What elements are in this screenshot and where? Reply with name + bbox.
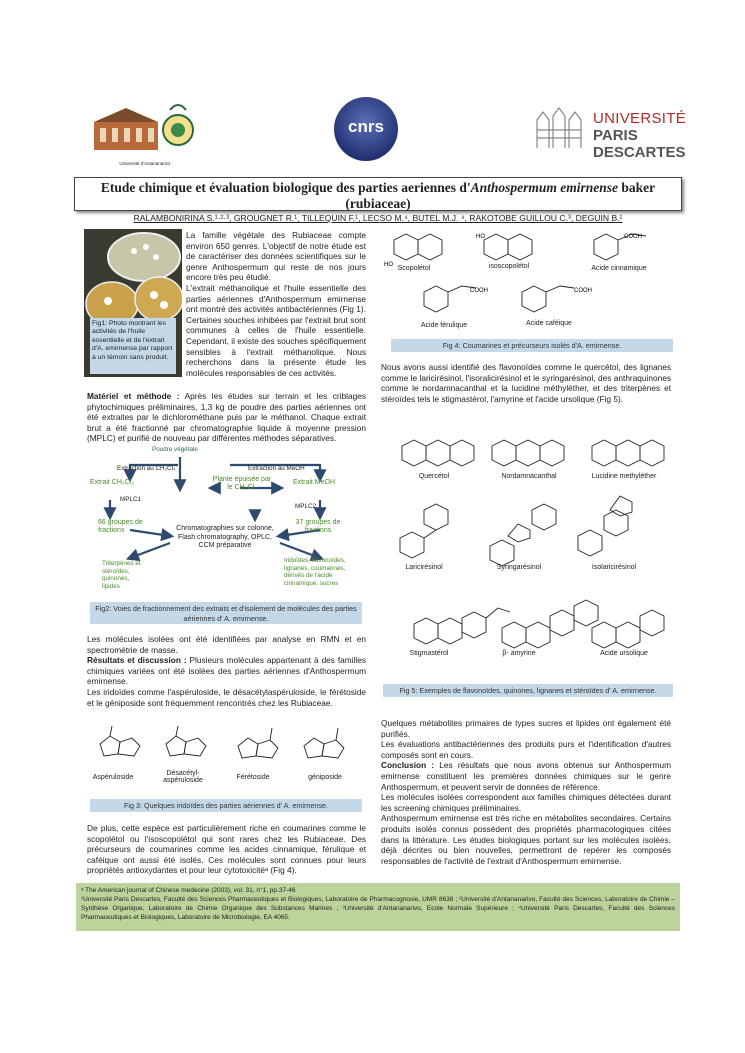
affiliations: ¹Université Paris Descartes, Faculté des Sciences Pharmaceutiques et Biologiques, Laboratoire de Pharmacognosie, UMR 8638 ; ²Université d'Antananarivo, Faculté des Sciences, Laboratoire de Chimie – Synthèse Organique, Laboratoire de Chimie Organique des Substances Marines ; ³Université d'Antananarivo, Ecole Normale Supérieure ; ⁴Université Paris Descartes, Faculté des Sciences Pharmaceutiques et Biologiques, Laboratoire de Microbiologie, EA 4065. bbox=[81, 896, 675, 921]
extrait-meoh: Extrait MeOH bbox=[293, 479, 336, 486]
coumarins-text: De plus, cette espèce est particulièrement riche en coumarines comme le scopolétol ou l'isoscopolétol qui sont rares chez les Rubiaceae. Des précurseurs de coumarines comme les acides cinnamique, férulique et caféique ont aussi été isolés. Ces molécules sont connues pour leurs propriétés antioxydantes et pour leur cytotoxicitéᵃ (Fig 4). bbox=[87, 823, 366, 876]
conclusion-p2: Les évaluations antibactériennes des produits purs et l'identification d'autres composés sont en cours. bbox=[381, 739, 671, 760]
mplc1-label: MPLC1 bbox=[120, 496, 141, 503]
fig5-syringaresinol: Syringarésinol bbox=[496, 564, 542, 571]
fig3-mol-4: géniposide bbox=[308, 774, 342, 781]
plante-epuisee: Plante épuisée par le CH₂Cl₂ bbox=[212, 476, 272, 491]
fig2-flowchart bbox=[90, 448, 366, 628]
fig1-caption: Fig1: Photo montrant les activités de l'huile essentielle et de l'extrait d'A. emirnense par rapport à un témoin sans produit. bbox=[90, 318, 176, 374]
fig4-mol-5: Acide caféique bbox=[526, 320, 572, 327]
extrait-ch2cl2: Extrait CH₂Cl₂ bbox=[90, 479, 134, 486]
poster-title bbox=[75, 180, 681, 212]
references-footer bbox=[76, 883, 680, 931]
fig3-structures bbox=[88, 722, 364, 792]
intro-p2: L'extrait méthanolique et l'huile essentielle des parties aériennes d'Anthospermum emirnense ont montré des activités antibactériennes (Fig 1). Certaines souches inhibées par l'extrait brut sont communes à celles de l'huile essentielle. Cependant, il existe des souches spécifiquement sensibles à l'extrait méthanolique. Nous recherchons dans la présente étude les molécules responsables de ces activités. bbox=[186, 282, 366, 378]
svg-text:COOH: COOH bbox=[624, 234, 642, 240]
fig3-mol-1: Aspéruloside bbox=[92, 774, 134, 781]
title-species: Anthospermum emirnense bbox=[470, 180, 619, 195]
intro-text bbox=[186, 230, 366, 378]
fig5-stigmasterol: Stigmastérol bbox=[409, 650, 449, 657]
fig5-ursolique: Acide ursolique bbox=[600, 650, 648, 657]
fig5-caption: Fig 5: Exemples de flavonoïdes, quinones, lignanes et stéroïdes d' A. emirnense. bbox=[383, 684, 673, 697]
intro-p1: La famille végétale des Rubiaceae compte environ 650 genres. L'objectif de notre étude est de caractériser des données scientifiques sur le genre Anthospermum qui reste de nos jours encore très peu étudié. bbox=[186, 230, 366, 283]
groups-right: 37 groupes de fractions bbox=[295, 519, 341, 534]
results-label: Résultats et discussion : bbox=[87, 655, 187, 666]
results-iridoids: Les iridoïdes comme l'aspéruloside, le désacétylaspéruloside, le férétoside et le géniposide sont fréquemment rencontrés chez les Rubiaceae. bbox=[87, 686, 366, 708]
fig5-structures bbox=[384, 412, 674, 672]
fig4-mol-4: Acide férulique bbox=[420, 322, 468, 329]
cnrs-text: cnrs bbox=[348, 117, 384, 136]
title-box bbox=[74, 177, 682, 223]
svg-text:HO: HO bbox=[384, 262, 393, 268]
outputs-right: Iridoïdes, flavonoïdes, lignanes, coumarines, dérivés de l'acide cinnamique, sucres bbox=[284, 557, 346, 587]
logo-paris-descartes bbox=[533, 104, 693, 161]
conclusion-text bbox=[381, 718, 671, 866]
svg-text:COOH: COOH bbox=[470, 288, 488, 294]
conclusion-p5: Anthospermum emirnense est très riche en métabolites secondaires. Certains produits isolés connus possèdent des propriétés pharmacologiques citées dans la littérature. Les études biologiques portant sur les molécules isolées, déjà décrites ou bien nouvelles, permettront de repérer les composés responsables de l'activité de l'extrait d'Anthospermum emirnense. bbox=[381, 813, 671, 866]
fig3-mol-2: Désacétyl-aspéruloside bbox=[163, 770, 203, 784]
mplc2-label: MPLC2 bbox=[295, 503, 316, 510]
conclusion-p4: Les molécules isolées correspondent aux familles chimiques détectées durant les screening chimiques préliminaires. bbox=[381, 792, 671, 813]
fig4-mol-3: Acide cinnamique bbox=[591, 265, 647, 272]
fig5-isolariciresinol: Isolaricirésinol bbox=[591, 564, 637, 571]
logo-cnrs bbox=[333, 96, 399, 162]
fig5-lariciresinol: Laricirésinol bbox=[405, 564, 443, 571]
methods-body: Après les études sur terrain et les criblages phytochimiques préliminaires, 1,3 kg de poudre des parties aériennes ont été extraites par le dichlorométhane puis par le méthanol. Chaque extrait brut a été fractionné par chromatographie liquide à moyenne pression (MPLC) et purifié de nouveau par différentes méthodes séparatives. bbox=[87, 391, 366, 444]
title-main: Etude chimique et évaluation biologique des parties aeriennes d' bbox=[100, 180, 471, 195]
fig5-quercetol: Quercétol bbox=[418, 473, 450, 480]
chromatography-box: Chromatographies sur colonne, Flash chromatography, OPLC, CCM préparative bbox=[176, 525, 274, 550]
fig5-lucidine: Lucidine methyléther bbox=[591, 473, 657, 480]
poudre-label: Poudre végétale bbox=[152, 446, 198, 453]
fig5-nordamnacanthal: Nordamnacanthal bbox=[501, 473, 557, 480]
flavo-text: Nous avons aussi identifié des flavonoïdes comme le quercétol, des lignanes comme le laricirésinol, l'isoralicirésinol et le syringarésinol, des anthraquinones comme le nordamnacanthal et la lucidine méthyléther, et des triterpènes et stéroïdes tels le stigmastérol, l'amyrine et l'acide ursolique (Fig 5). bbox=[381, 362, 671, 404]
fig5-amyrine: β- amyrine bbox=[502, 650, 536, 657]
methods-label: Matériel et méthode : bbox=[87, 391, 180, 401]
ext-meoh-label: Extraction au MeOH bbox=[248, 465, 305, 472]
fig4-structures bbox=[384, 226, 674, 336]
results-text bbox=[87, 634, 366, 708]
conclusion-p3: Les résultats que nous avons obtenus sur Anthospermum emirnense constituent les premières données chimiques sur le genre Anthospermum, et peuvent servir de données de référence. bbox=[381, 760, 671, 792]
fig4-mol-2: isoscopolétol bbox=[488, 263, 530, 270]
svg-text:HO: HO bbox=[476, 234, 485, 240]
authors: RALAMBONIRINA S.¹·²·³, GROUGNET R.¹, TILLEQUIN F.¹, LECSO M.⁴, BUTEL M.J. ⁴, RAKOTOBE GUILLOU C.³, DEGUIN B.¹ bbox=[133, 213, 623, 223]
conclusion-p1: Quelques métabolites primaires de types sucres et lipides ont également été purifiés. bbox=[381, 718, 671, 739]
reference-a: ᵃ The American journal of Chinese medecine (2003), vol. 31, n°1, pp.37-46 bbox=[81, 887, 296, 894]
logo-line1: UNIVERSITÉ bbox=[593, 110, 687, 127]
svg-text:COOH: COOH bbox=[574, 288, 592, 294]
conclusion-label: Conclusion : bbox=[381, 760, 435, 771]
fig2-caption: Fig2: Voies de fractionnement des extraits et d'isolement de molécules des parties aériennes d' A. emirnense. bbox=[90, 602, 362, 624]
rmn-text: Les molécules isolées ont été identifiées par analyse en RMN et en spectrométrie de masse. bbox=[87, 634, 366, 655]
fig4-caption: Fig 4: Coumarines et précurseurs isolés d'A. emirnense. bbox=[391, 339, 673, 352]
logo-antananarivo bbox=[90, 100, 200, 166]
logo-caption: Université d'Antananarivo bbox=[119, 161, 171, 166]
ext-ch2cl2-label: Extraction au CH₂Cl₂ bbox=[117, 465, 176, 472]
fig3-mol-3: Férétoside bbox=[236, 774, 270, 781]
methods-text bbox=[87, 391, 366, 444]
logo-line2: PARIS DESCARTES bbox=[593, 127, 686, 161]
fig4-mol-1: Scopolétol bbox=[397, 265, 431, 272]
fig3-caption: Fig 3: Quelques iridoïdes des parties aériennes d' A. emirnense. bbox=[90, 799, 362, 812]
outputs-left: Triterpènes et stéroïdes, quinones, lipides bbox=[102, 560, 141, 590]
results-body: Plusieurs molécules appartenant à des familles chimiques variées ont été isolées des parties aériennes d'Anthospermum emirnense. bbox=[87, 655, 366, 687]
groups-left: 66 groupes de fractions bbox=[98, 519, 143, 534]
title-end: baker (rubiaceae) bbox=[345, 180, 656, 211]
